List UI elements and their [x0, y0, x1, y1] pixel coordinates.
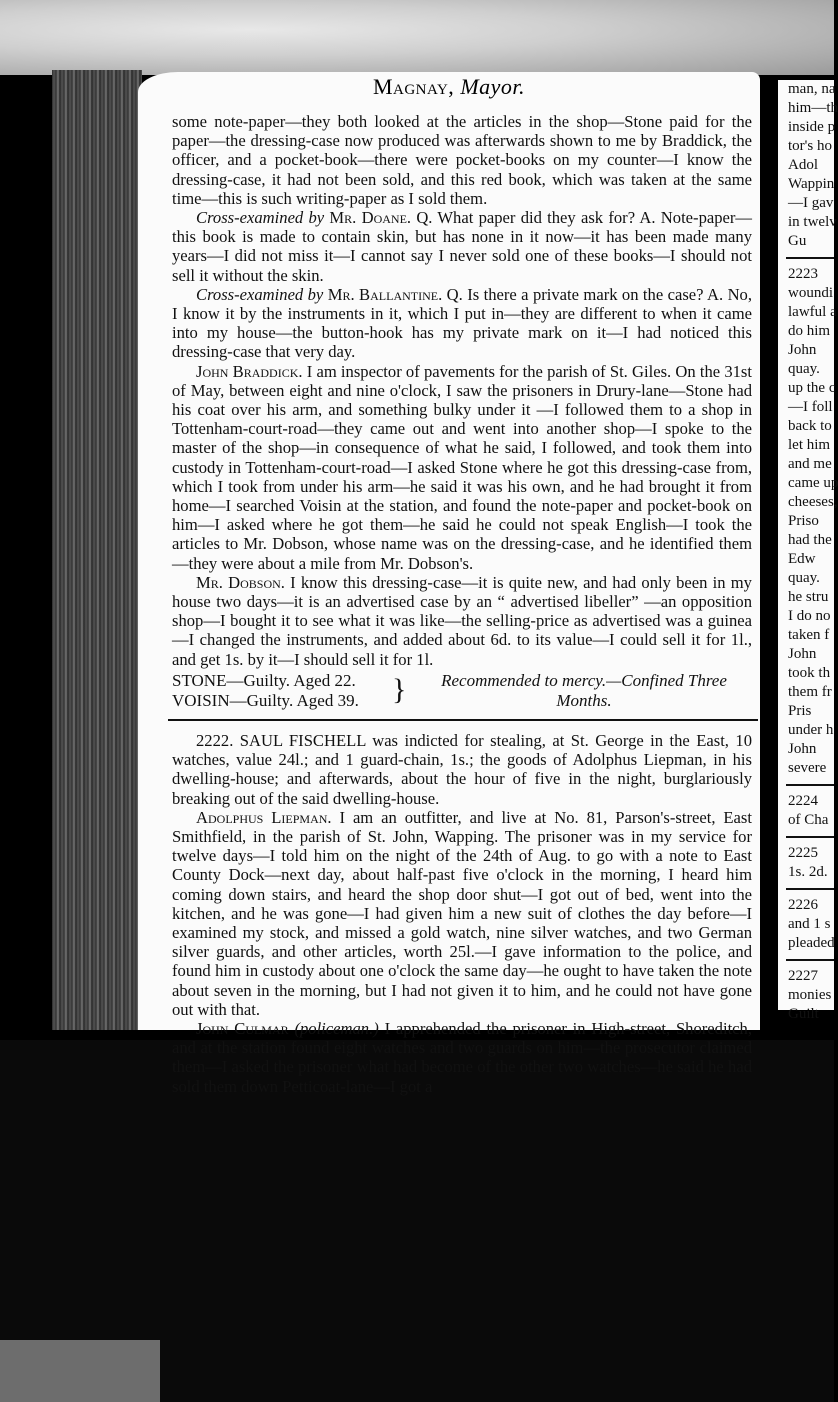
facing-page-line: 2225: [788, 845, 818, 861]
book-page-edges: [52, 70, 142, 1030]
testimony-text: I am an outfitter, and live at No. 81, Parson's-street, East Smithfield, in the parish of St. John, Wapping. The prisoner was in my service for twelve days—I told him on the night of the 24th of Aug. to go with a note to East County Dock—next day, about half-past five o'clock in the morning, I heard him coming down stairs, and heard the shop door shut—I got out of bed, went into the kitchen, and he was gone—I had given him a new suit of clothes the day before—I examined my stock, and missed a gold watch, nine silver watches, and two German silver guards, and other articles, worth 25l.—I gave information to the police, and found him in custody about one o'clock the same day—he ought to have taken the note about seven in the morning, but I had not given it to him, and he could not have gone out with that.: [172, 807, 752, 1019]
facing-page-line: quay.: [788, 361, 820, 377]
running-head-title: Mayor.: [460, 74, 526, 99]
witness-name: John Culmar: [196, 1018, 289, 1038]
facing-page-line: tor's ho: [788, 138, 832, 154]
facing-page-line: 2224: [788, 793, 818, 809]
facing-page-rule: [786, 257, 834, 259]
facing-page-line: pleaded: [788, 935, 835, 951]
facing-page-line: under h: [788, 722, 834, 738]
facing-page-fragment: [778, 80, 838, 1022]
brace-glyph: }: [392, 672, 407, 706]
facing-page-line: Adol: [788, 157, 818, 173]
witness-name: Adolphus Liepman.: [196, 807, 332, 827]
running-head-name: Magnay,: [372, 74, 455, 99]
facing-page-line: lawful a: [788, 304, 837, 320]
paragraph-cross-ballantine: [172, 285, 752, 362]
facing-page-rule: [786, 888, 834, 890]
facing-page-line: and me: [788, 456, 832, 472]
facing-page-line: monies: [788, 987, 832, 1003]
facing-page-line: inside p: [788, 119, 836, 135]
facing-page-line: —I gav: [788, 195, 834, 211]
facing-page-line: woundi: [788, 285, 833, 301]
counsel-name: Mr. Doane.: [329, 208, 412, 228]
paragraph-liepman: [172, 808, 752, 1019]
facing-page-line: Guilt: [788, 1006, 819, 1022]
witness-role: (policeman.): [294, 1018, 379, 1038]
facing-page-line: up the c: [788, 380, 836, 396]
facing-page-line: do him: [788, 323, 831, 339]
testimony-text: I am inspector of pavements for the parish of St. Giles. On the 31st of May, between eight and nine o'clock, I saw the prisoners in Drury-lane—Stone had his coat over his arm, and something bulky under it —I followed them to a shop in Tottenham-court-road—they came out and went into another shop—I spoke to the master of the shop—in consequence of what he said, I followed, and took them into custody in Tottenham-court-road—I asked Stone where he got this dressing-case from, which I took from under his arm—he said it was his own, and he had brought it from home—I searched Voisin at the station, and found the note-paper and pocket-book on him—I asked where he got them—he said he could not speak English—I took the articles to Mr. Dobson, whose name was on the dressing-case, and he identified them—they were about a mile from Mr. Dobson's.: [172, 361, 752, 573]
facing-page-line: had the: [788, 532, 832, 548]
scan-top-margin: [0, 0, 834, 75]
book-page: [138, 72, 760, 1096]
facing-page-line: them fr: [788, 684, 832, 700]
scan-corner: [0, 1340, 160, 1402]
facing-page-line: of Cha: [788, 812, 829, 828]
facing-page-line: he stru: [788, 589, 829, 605]
cross-label: Cross-examined by: [196, 208, 325, 228]
paragraph-1: some note-paper—they both looked at the articles in the shop—Stone paid for the paper—the dressing-case now produced was afterwards shown to me by Braddick, the officer, and a pocket-book—there were pocket-books on my counter—I know the dressing-case, it had not been sold, and this red book, which was taken at the same time—this is such writing-paper as I sold them.: [172, 112, 752, 208]
counsel-name: Mr. Ballantine.: [327, 284, 443, 304]
facing-page-line: John: [788, 342, 817, 358]
facing-page-line: took th: [788, 665, 831, 681]
verdict-sentence: Recommended to mercy.—Confined Three Months.: [441, 670, 727, 710]
facing-page-line: man, na: [788, 81, 836, 97]
facing-page-line: and 1 s: [788, 916, 831, 932]
facing-page-line: 2227: [788, 968, 818, 984]
facing-page-rule: [786, 959, 834, 961]
facing-page-line: in twelv: [788, 214, 837, 230]
verdict-stone: STONE—Guilty. Aged 22.: [172, 670, 356, 690]
testimony-text: Q. What paper did they ask for? A. Note-paper—this book is made to contain skin, but has none in it now—it has been made many years—I did not miss it—I cannot say I never sold one of these books—I should not sell it without the skin.: [172, 208, 753, 285]
facing-page-line: let him: [788, 437, 831, 453]
facing-page-line: Wappin: [788, 176, 835, 192]
facing-page-rule: [786, 836, 834, 838]
paragraph-braddick: [172, 362, 752, 573]
paragraph-culmar: [172, 1019, 752, 1096]
facing-page-line: severe: [788, 760, 827, 776]
facing-page-lines: [778, 80, 838, 1024]
facing-page-line: him—th: [788, 100, 838, 116]
facing-page-line: back to: [788, 418, 832, 434]
verdict-block: [172, 671, 752, 711]
testimony-text: Q. Is there a private mark on the case? A. No, I know it by the instruments in it, which I put in—they are different to when it came into my house—the button-hook has my private mark on it—I had noticed this dressing-case that very day.: [172, 284, 752, 362]
facing-page-line: I do no: [788, 608, 831, 624]
facing-page-line: taken f: [788, 627, 830, 643]
facing-page-line: 2223: [788, 266, 818, 282]
facing-page-line: —I foll: [788, 399, 833, 415]
running-head: [138, 74, 760, 100]
facing-page-line: Priso: [788, 513, 819, 529]
cross-label: Cross-examined by: [196, 284, 324, 304]
section-rule: [168, 719, 758, 721]
paragraph-cross-doane: [172, 208, 752, 285]
testimony-text: I apprehended the prisoner in High-street, Shoreditch, and at the station found eight watches and two guards on him—the prosecutor claimed them—I asked the prisoner what had become of the other two watches—he said he had sold them down Petticoat-lane—I got a: [172, 1018, 752, 1096]
witness-name: Mr. Dobson.: [196, 572, 285, 592]
facing-page-line: came up: [788, 475, 838, 491]
paragraph-indictment: 2222. SAUL FISCHELL was indicted for stealing, at St. George in the East, 10 watches, value 24l.; and 1 guard-chain, 1s.; the goods of Adolphus Liepman, in his dwelling-house; and afterwards, about the hour of five in the night, burglariously breaking out of the said dwelling-house.: [172, 730, 752, 808]
facing-page-line: cheeses,: [788, 494, 838, 510]
verdict-names: [172, 671, 392, 711]
witness-name: John Braddick.: [196, 361, 303, 381]
page-body: [172, 112, 752, 1096]
paragraph-dobson: [172, 573, 752, 669]
facing-page-line: 1s. 2d.: [788, 864, 828, 880]
facing-page-line: quay.: [788, 570, 820, 586]
testimony-text: I know this dressing-case—it is quite new, and had only been in my house two days—it is an advertised case by an “ advertised libeller” —an opposition shop—I bought it to see what it was like—the selling-price as advertised was a guinea—I changed the instruments, and added about 6d. to its value—I could sell it for 1l., and get 1s. by it—I should sell it for 1l.: [172, 572, 752, 669]
facing-page-line: Edw: [788, 551, 816, 567]
facing-page-line: John: [788, 741, 817, 757]
facing-page-line: Gu: [788, 233, 807, 249]
verdict-voisin: VOISIN—Guilty. Aged 39.: [172, 690, 359, 710]
facing-page-line: 2226: [788, 897, 818, 913]
facing-page-line: Pris: [788, 703, 812, 719]
facing-page-rule: [786, 784, 834, 786]
facing-page-line: John: [788, 646, 817, 662]
